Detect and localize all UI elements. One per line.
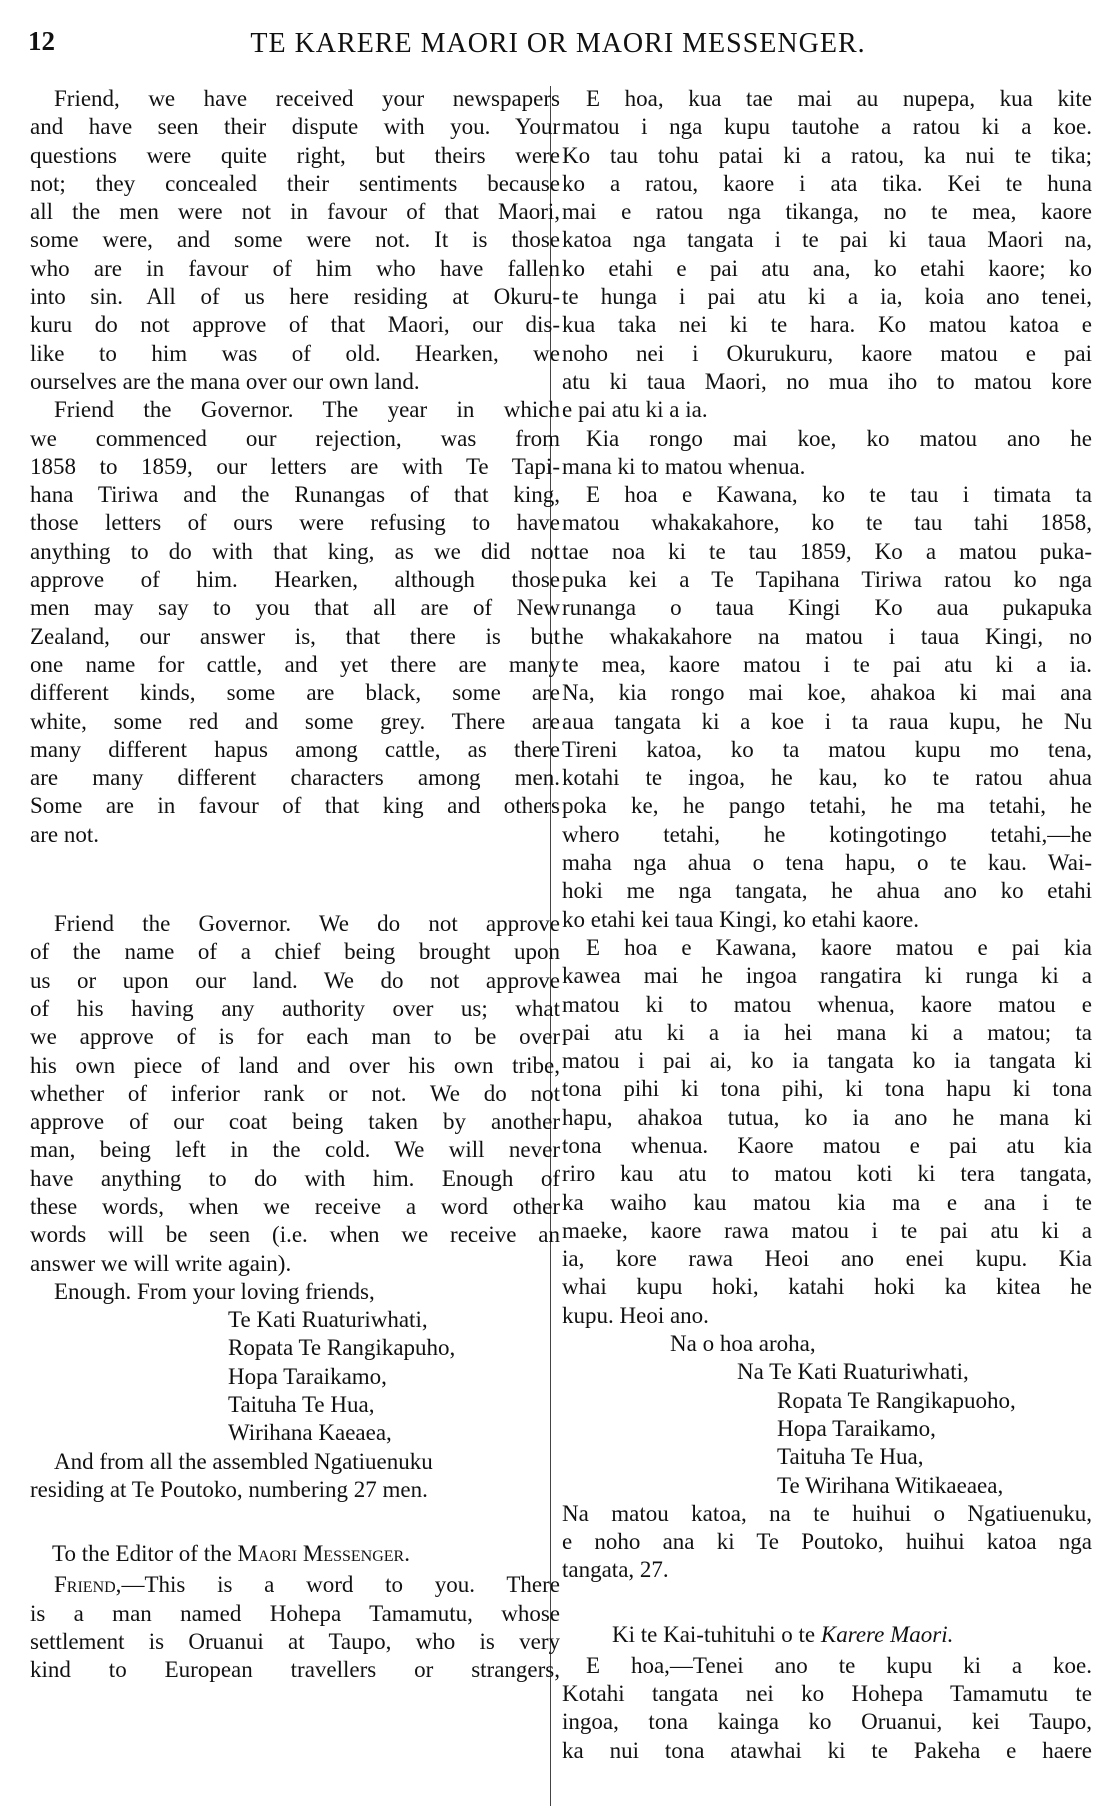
section-gap (30, 849, 560, 910)
signatory-name: Ropata Te Rangikapuho, (228, 1335, 456, 1361)
text-line: ingoa, tona kainga ko Oruanui, kei Taupo, (562, 1709, 1092, 1735)
text-line: kotahi te ingoa, he kau, ko te ratou ahua (562, 765, 1092, 791)
text-line: kind to European travellers or strangers, (30, 1657, 560, 1683)
text-line: approve of him. Hearken, although those (30, 567, 560, 593)
maori-letter-2-title-name: Karere Maori. (820, 1621, 954, 1647)
maori-closing (562, 1500, 1092, 1585)
running-title: TE KARERE MAORI OR MAORI MESSENGER. (250, 28, 866, 59)
text-line: we commenced our rejection, was from (30, 425, 560, 451)
text-line: whero tetahi, he kotingotingo tetahi,—he (562, 821, 1092, 847)
text-line: questions were quite right, but theirs were (30, 142, 560, 168)
signatory-name: Te Kati Ruaturiwhati, (228, 1307, 428, 1333)
text-line: have anything to do with him. Enough of (30, 1165, 560, 1191)
text-line: Kia rongo mai koe, ko matou ano he (586, 425, 1092, 451)
text-line: 1858 to 1859, our letters are with Te Tapi- (30, 453, 560, 479)
section-gap (30, 1504, 560, 1537)
text-line: into sin. All of us here residing at Okuru- (30, 284, 560, 310)
text-line: matou whakakahore, ko te tau tahi 1858, (562, 510, 1092, 536)
text-line: noho nei i Okurukuru, kaore matou e pai (562, 340, 1092, 366)
text-line: te hunga i pai atu ki a ia, koia ano tenei, (562, 284, 1092, 310)
english-column (30, 85, 560, 1684)
text-line: answer we will write again). (30, 1250, 292, 1276)
maori-column (562, 85, 1092, 1765)
text-line: matou i nga kupu tautohe a ratou ki a koe. (562, 114, 1092, 140)
english-letter-2-salutation: Friend, (54, 1572, 122, 1598)
text-line: we approve of is for each man to be over (30, 1024, 560, 1050)
text-line: hapu, ahakoa tutua, ko ia ano he mana ki (562, 1104, 1092, 1130)
text-line: white, some red and some grey. There are (30, 708, 560, 734)
text-line: ko etahi kei taua Kingi, ko etahi kaore. (562, 906, 920, 932)
text-line: kawea mai he ingoa rangatira ki runga ki a (562, 963, 1092, 989)
english-letter-1-continued (30, 910, 560, 1306)
maori-letter-2-title-prefix: Ki te Kai-tuhituhi o te (612, 1621, 816, 1647)
text-line: mai e ratou nga tikanga, no te mea, kaore (562, 199, 1092, 225)
signatory-name: Hopa Taraikamo, (777, 1415, 936, 1441)
signatory-name: Wirihana Kaeaea, (228, 1420, 392, 1446)
text-line (30, 1571, 560, 1599)
text-line: are not. (30, 821, 99, 847)
text-line: te mea, kaore matou i te pai atu ki a ia. (562, 651, 1092, 677)
text-line: katoa nga tangata i te pai ki taua Maori na, (562, 227, 1092, 253)
english-letter-2-title-name: Maori Messenger. (237, 1541, 410, 1567)
text-line: Kotahi tangata nei ko Hohepa Tamamutu te (562, 1681, 1092, 1707)
text-line: not; they concealed their sentiments because (30, 170, 560, 196)
text-line: who are in favour of him who have fallen (30, 255, 560, 281)
text-line: men may say to you that all are of New (30, 595, 560, 621)
text-line: hoki me nga tangata, he ahua ano ko etahi (562, 878, 1092, 904)
text-line: Ko tau tohu patai ki a ratou, ka nui te tika; (562, 142, 1092, 168)
signatory-name: Ropata Te Rangikapuoho, (777, 1387, 1016, 1413)
maori-letter-2-title (562, 1618, 1092, 1652)
text-line: of the name of a chief being brought upon (30, 939, 560, 965)
text-line: Tireni katoa, ko ta matou kupu mo tena, (562, 736, 1092, 762)
text-line: whai kupu hoki, katahi hoki ka kitea he (562, 1274, 1092, 1300)
text-line: different kinds, some are black, some are (30, 680, 560, 706)
signatory-name: Te Wirihana Witikaeaea, (777, 1472, 1004, 1498)
signatory-name: Taituha Te Hua, (777, 1444, 924, 1470)
text-line: Friend, we have received your newspapers (54, 86, 560, 111)
text-line: kupu. Heoi ano. (562, 1302, 709, 1328)
text-line: many different hapus among cattle, as there (30, 736, 560, 762)
text-line: e noho ana ki Te Poutoko, huihui katoa nga (562, 1529, 1092, 1555)
english-letter-2-title (30, 1537, 560, 1571)
text-line: some were, and some were not. It is those (30, 227, 560, 253)
text-line: is a man named Hohepa Tamamutu, whose (30, 1600, 560, 1626)
text-line: one name for cattle, and yet there are many (30, 651, 560, 677)
text-line: Some are in favour of that king and others (30, 793, 560, 819)
text-line: all the men were not in favour of that Maori, (30, 199, 560, 225)
text-line: tae noa ki te tau 1859, Ko a matou puka- (562, 538, 1092, 564)
text-line: approve of our coat being taken by another (30, 1109, 560, 1135)
maori-signatories (562, 1387, 1092, 1500)
text-line: tona pihi ki tona pihi, ki tona hapu ki tona (562, 1076, 1092, 1102)
page-header (28, 26, 1088, 66)
text-line: Friend the Governor. The year in which (54, 397, 560, 423)
english-letter-2-title-prefix: To the Editor of the (52, 1541, 232, 1567)
maori-sign-greeting: Na o hoa aroha, (670, 1331, 816, 1357)
text-line: e pai atu ki a ia. (562, 397, 708, 423)
english-closing (30, 1448, 560, 1505)
english-signatories (30, 1306, 560, 1447)
text-line: hana Tiriwa and the Runangas of that king, (30, 482, 560, 508)
maori-letter-2 (562, 1652, 1092, 1765)
text-line: E hoa e Kawana, ko te tau i timata ta (586, 482, 1092, 508)
text-line: runanga o taua Kingi Ko aua pukapuka (562, 595, 1092, 621)
page-number: 12 (28, 26, 55, 56)
text-line: he whakakahore na matou i taua Kingi, no (562, 623, 1092, 649)
signatory-name: Hopa Taraikamo, (228, 1363, 387, 1389)
text-line: poka ke, he pango tetahi, he ma tetahi, he (562, 793, 1092, 819)
text-line: maha nga ahua o tena hapu, o te kau. Wai- (562, 850, 1092, 876)
english-letter-2 (30, 1571, 560, 1684)
text-line: those letters of ours were refusing to have (30, 510, 560, 536)
text-line: matou i pai ai, ko ia tangata ko ia tangata ki (562, 1048, 1092, 1074)
text-line: E hoa, kua tae mai au nupepa, kua kite (586, 86, 1092, 111)
text-line: Friend the Governor. We do not approve (54, 911, 560, 937)
text-line: of his having any authority over us; what (30, 995, 560, 1021)
text-line: atu ki taua Maori, no mua iho to matou kore (562, 368, 1092, 394)
text-line: are many different characters among men. (30, 765, 560, 791)
text-line: us or upon our land. We do not approve (30, 967, 560, 993)
text-line: kua taka nei ki te hara. Ko matou katoa e (562, 312, 1092, 338)
text-line: Na matou katoa, na te huihui o Ngatiuenuku, (562, 1500, 1092, 1526)
english-letter-1 (30, 85, 560, 849)
text-line: puka kei a Te Tapihana Tiriwa ratou ko nga (562, 567, 1092, 593)
text-line: and have seen their dispute with you. Your (30, 114, 560, 140)
text-line: ourselves are the mana over our own land. (30, 368, 420, 394)
text-line: like to him was of old. Hearken, we (30, 340, 560, 366)
text-line: riro kau atu to matou koti ki tera tangata, (562, 1161, 1092, 1187)
text-line: matou ki to matou whenua, kaore matou e (562, 991, 1092, 1017)
section-gap (562, 1585, 1092, 1618)
text-line: E hoa e Kawana, kaore matou e pai kia (586, 934, 1092, 960)
closing-line: residing at Te Poutoko, numbering 27 men. (30, 1476, 428, 1502)
text-line: mana ki to matou whenua. (562, 453, 806, 479)
text-line: maeke, kaore rawa matou i te pai atu ki a (562, 1217, 1092, 1243)
text-line: ka waiho kau matou kia ma e ana i te (562, 1189, 1092, 1215)
text-line: ka nui tona atawhai ki te Pakeha e haere (562, 1737, 1092, 1763)
text-line: ia, kore rawa Heoi ano enei kupu. Kia (562, 1246, 1092, 1272)
text-line: kuru do not approve of that Maori, our dis- (30, 312, 560, 338)
text-line: aua tangata ki a koe i ta raua kupu, he Nu (562, 708, 1092, 734)
text-line: ko a ratou, kaore i ata tika. Kei te huna (562, 170, 1092, 196)
text-line: Enough. From your loving friends, (54, 1278, 375, 1304)
text-line: tangata, 27. (562, 1557, 669, 1583)
closing-line: And from all the assembled Ngatiuenuku (54, 1448, 433, 1474)
text-line: his own piece of land and over his own tribe, (30, 1052, 560, 1078)
text-line: tona whenua. Kaore matou e pai atu kia (562, 1132, 1092, 1158)
maori-letter-1 (562, 85, 1092, 1330)
text-line: E hoa,—Tenei ano te kupu ki a koe. (586, 1652, 1092, 1678)
text-line: these words, when we receive a word other (30, 1193, 560, 1219)
text-line: settlement is Oruanui at Taupo, who is very (30, 1628, 560, 1654)
text-line: Zealand, our answer is, that there is but (30, 623, 560, 649)
text-line-rest: —This is a word to you. There (121, 1572, 560, 1598)
text-line: anything to do with that king, as we did not (30, 538, 560, 564)
signatory-name: Taituha Te Hua, (228, 1392, 375, 1418)
text-line: pai atu ki a ia hei mana ki a matou; ta (562, 1019, 1092, 1045)
text-line: man, being left in the cold. We will never (30, 1137, 560, 1163)
text-line: whether of inferior rank or not. We do not (30, 1080, 560, 1106)
text-line: ko etahi e pai atu ana, ko etahi kaore; ko (562, 255, 1092, 281)
maori-sign-first: Na Te Kati Ruaturiwhati, (737, 1359, 969, 1385)
text-line: Na, kia rongo mai koe, ahakoa ki mai ana (562, 680, 1092, 706)
text-line: words will be seen (i.e. when we receive an (30, 1222, 560, 1248)
